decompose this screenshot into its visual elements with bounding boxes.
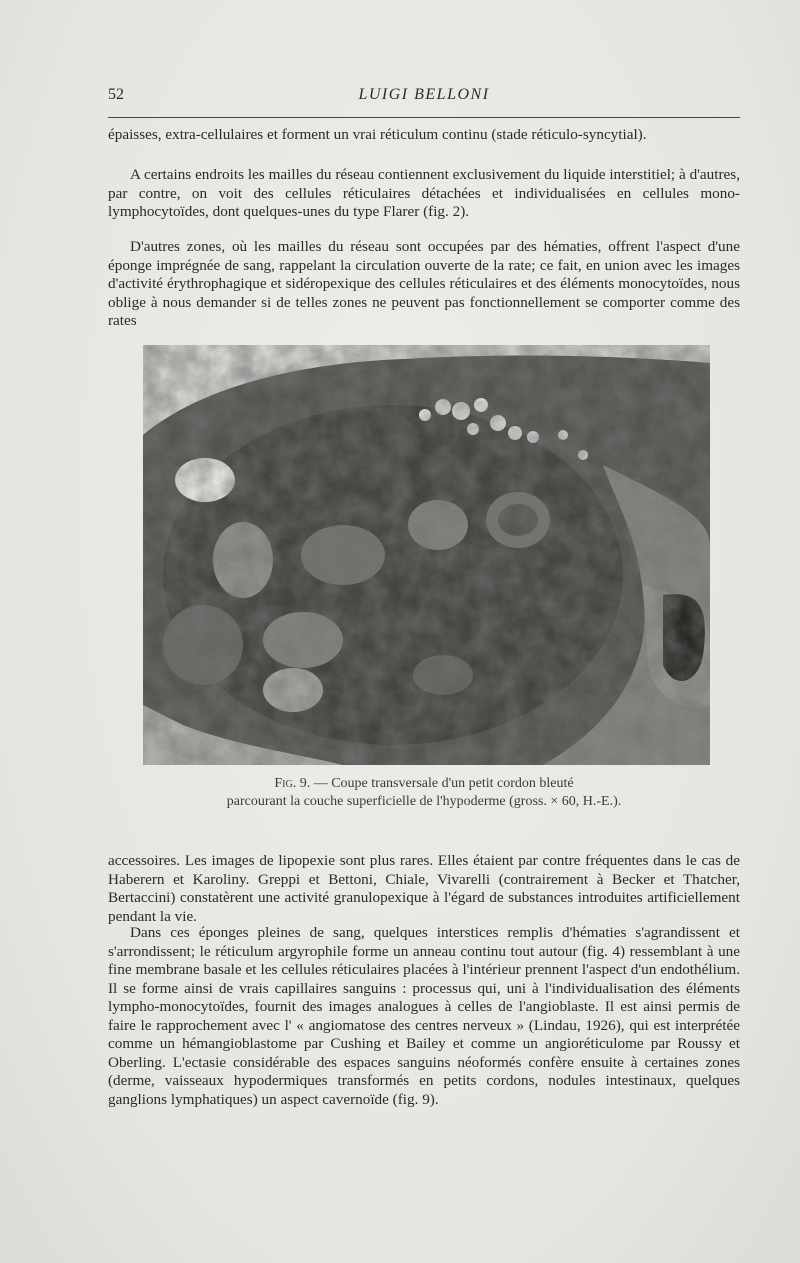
paragraph-5: Dans ces éponges pleines de sang, quelques interstices remplis d'hématies s'agrandissent et s'arrondissent; le réticulum argyrophile forme un anneau continu tout autour (fig. 4) ressemblant à une fine membrane basale et les cellules réticulaires placées à l'intérieur prennent l'aspect d'un endothélium. Il se forme ainsi de vrais capillaires sanguins : processus qui, uni à l'individualisation des éléments lympho-monocytoïdes, fournit des images analogues à celles de l'angioblaste. Il est ainsi permis de faire le rapprochement avec l' « angiomatose des centres nerveux » (Lindau, 1926), qui est interprétée comme un hémangioblastome par Cushing et Bailey et comme un angioréticulome par Roussy et Oberling. L'ectasie considérable des espaces sanguins néoformés confère ensuite à certaines zones (derme, vaisseaux hypodermiques transformés en petits cordons, nodules intestinaux, quelques ganglions lymphatiques) un aspect cavernoïde (fig. 9). bbox=[108, 924, 740, 1108]
figure-caption-text-1: — Coupe transversale d'un petit cordon bleuté bbox=[313, 776, 574, 791]
paragraph-1: épaisses, extra-cellulaires et forment un vrai réticulum continu (stade réticulo-syncytial). bbox=[108, 126, 647, 143]
paragraph-4: accessoires. Les images de lipopexie sont plus rares. Elles étaient par contre fréquentes dans le cas de Haberern et Karoliny. Greppi et Bettoni, Chiale, Vivarelli (contrairement à Becker et Thatcher, Bertaccini) constatèrent une activité granulopexique à l'égard de substances introduites artificiellement pendant la vie. bbox=[108, 852, 740, 925]
header-rule bbox=[108, 117, 740, 118]
paragraph-3: D'autres zones, où les mailles du réseau sont occupées par des hématies, offrent l'aspect d'une éponge imprégnée de sang, rappelant la circulation ouverte de la rate; ce fait, en union avec les images d'activité érythrophagique et sidéropexique des cellules réticulaires et des éléments monocytoïdes, nous oblige à nous demander si de telles zones ne peuvent pas fonctionnellement se comporter comme des rates bbox=[108, 238, 740, 329]
figure-caption-line-1 bbox=[108, 775, 740, 792]
figure-caption-line-2: parcourant la couche superficielle de l'hypoderme (gross. × 60, H.-E.). bbox=[226, 794, 622, 809]
page-number: 52 bbox=[108, 86, 124, 103]
running-head: LUIGI BELLONI bbox=[358, 86, 490, 103]
figure-label: Fig. 9. bbox=[274, 776, 311, 791]
micrograph-image bbox=[143, 345, 710, 765]
page-header bbox=[108, 86, 740, 110]
paragraph-2: A certains endroits les mailles du réseau contiennent exclusivement du liquide interstitiel; à d'autres, par contre, on voit des cellules réticulaires détachées et individualisées en cellules mono-lymphocytoïdes, dont quelques-unes du type Flarer (fig. 2). bbox=[108, 166, 740, 220]
